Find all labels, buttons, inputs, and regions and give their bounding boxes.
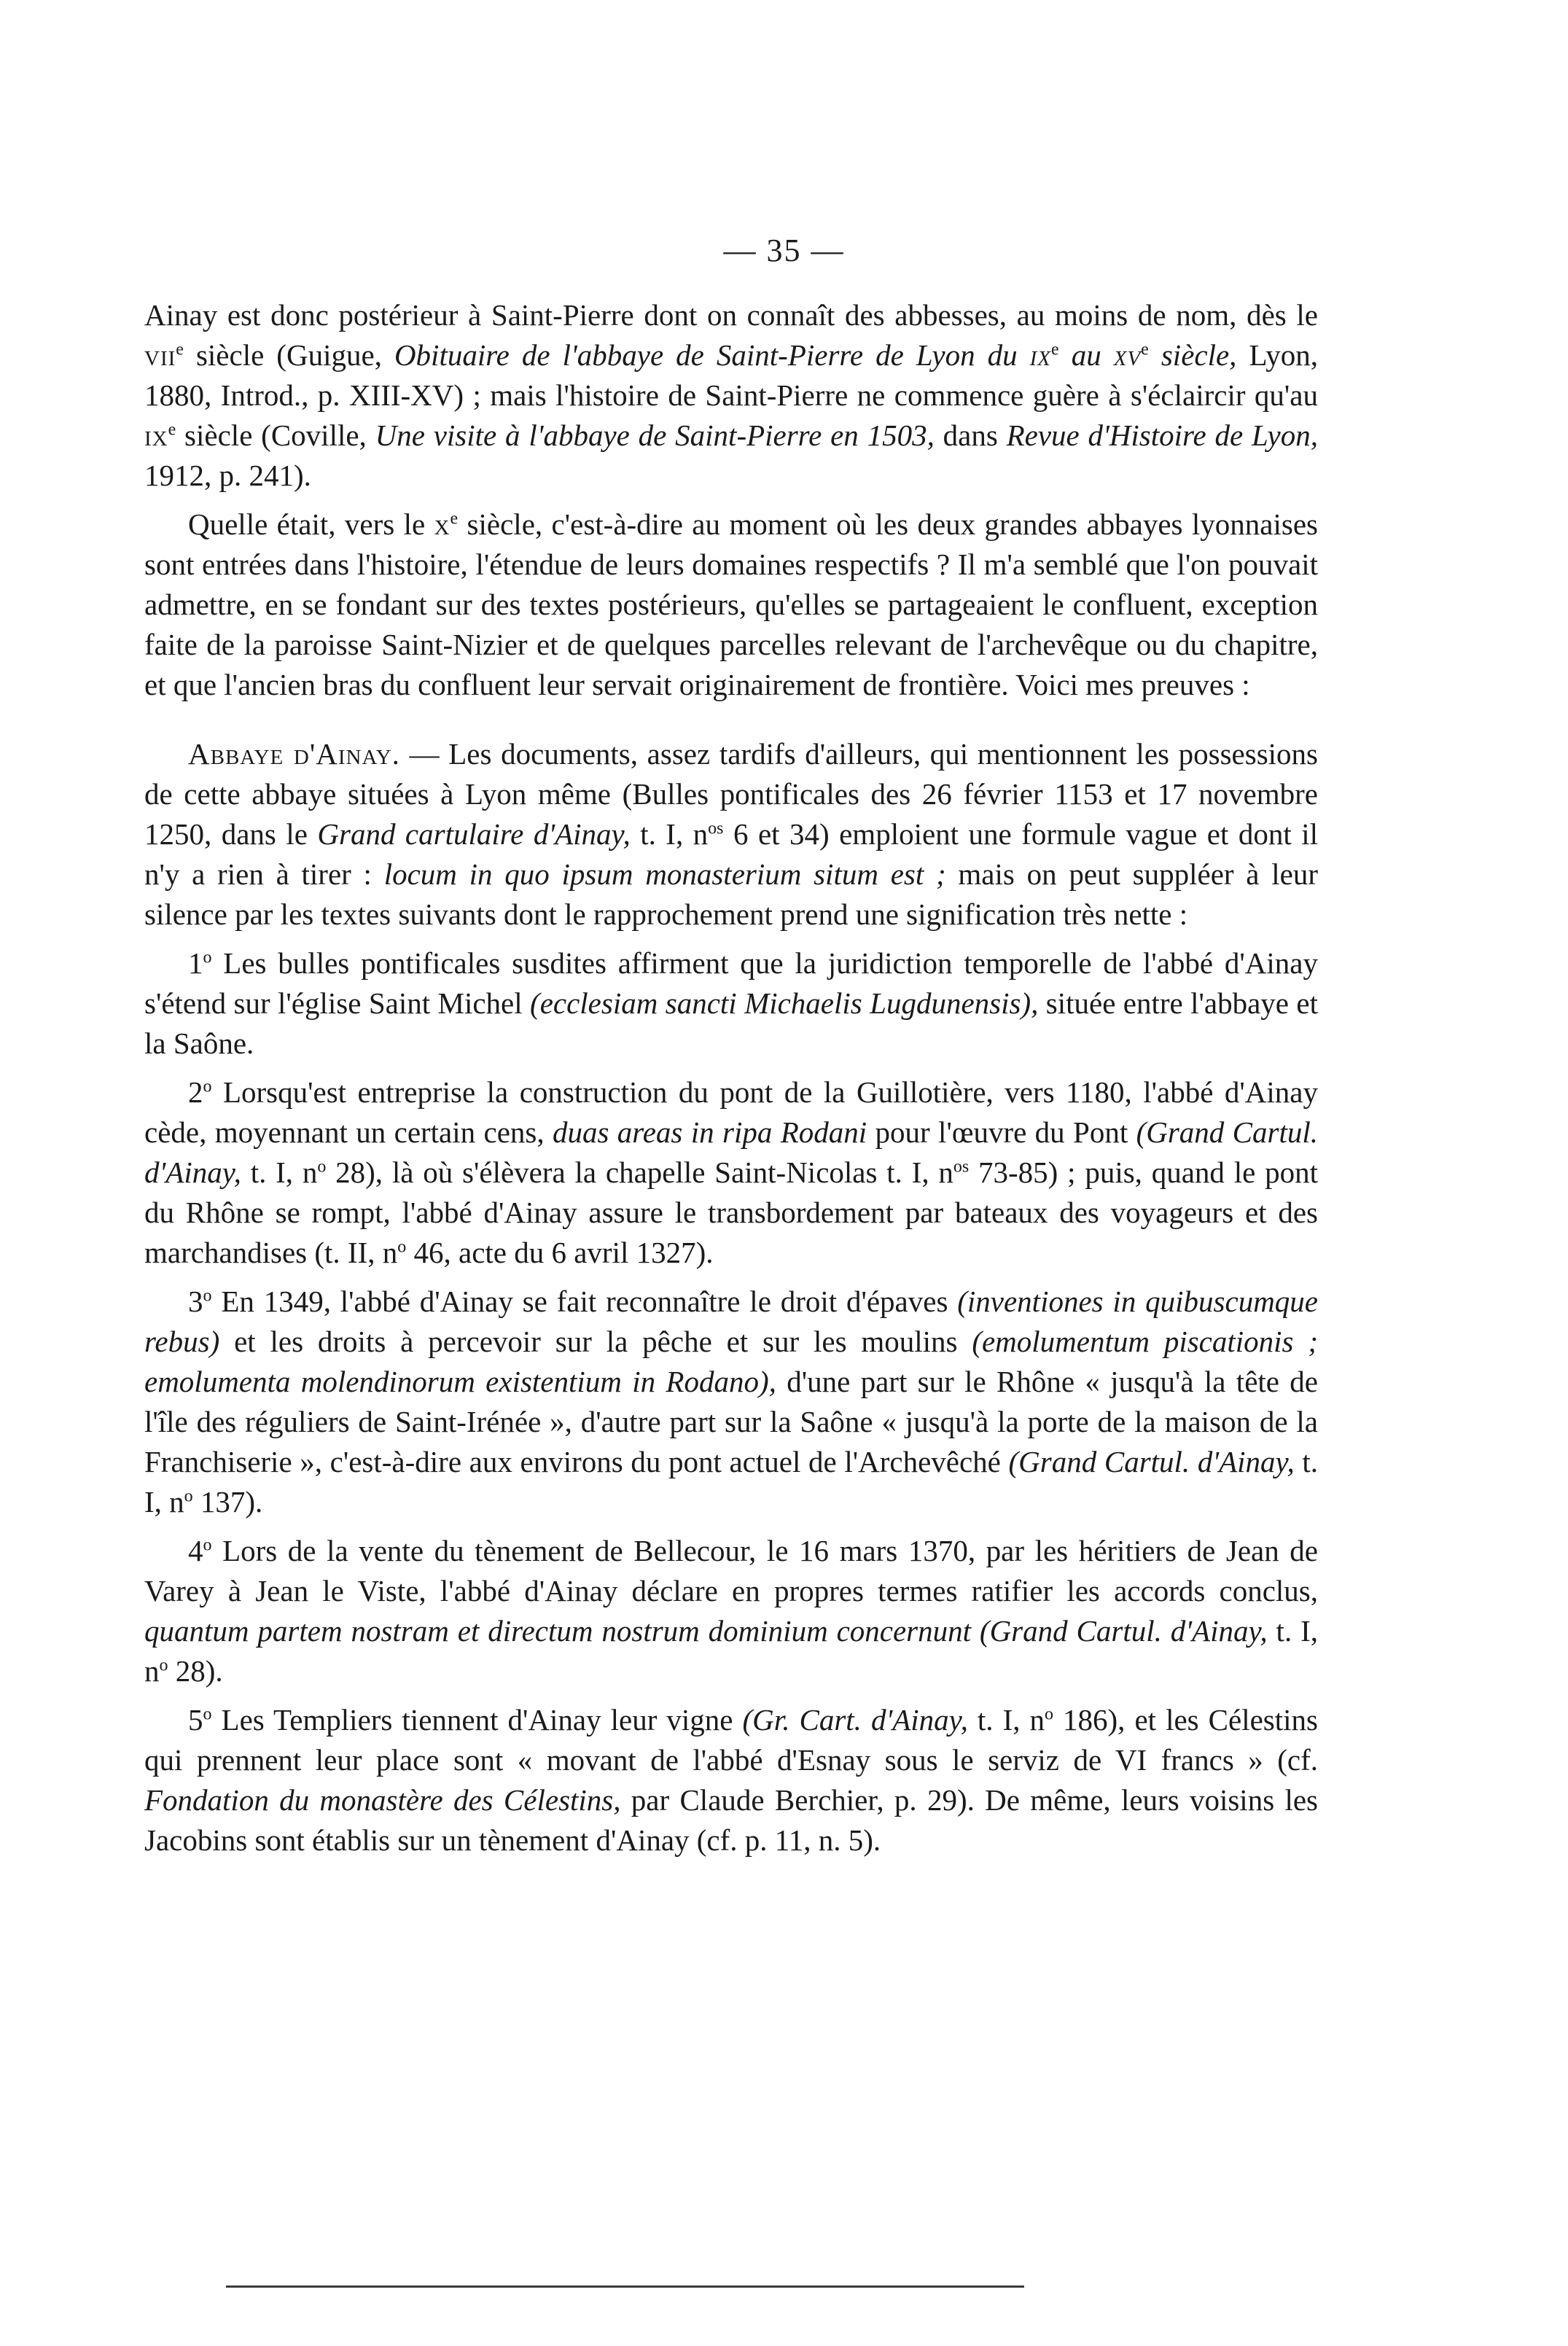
- paragraph-point-5: [144, 1700, 1318, 1860]
- book-title: Une visite à l'abbaye de Saint-Pierre en 1503,: [375, 418, 935, 452]
- book-title: (Grand Cartul. d'Ainay,: [144, 1115, 1319, 1189]
- text-run: t. I, n: [144, 1445, 1318, 1519]
- text-run: t. I, n: [630, 817, 709, 851]
- paragraph-1: [144, 295, 1318, 496]
- point-number: 4: [188, 1534, 203, 1567]
- text-run: 6 et 34) emploient une formule vague et dont il n'y a rien à tirer :: [144, 817, 1318, 891]
- page-number: — 35 —: [723, 233, 845, 268]
- superscript: e: [176, 340, 184, 359]
- text-run: et les droits à percevoir sur la pêche et sur les moulins: [219, 1325, 972, 1358]
- text-run: mais on peut suppléer à leur silence par les textes suivants dont le rapprochement prend une signification très nette :: [144, 857, 1318, 931]
- text-run: t. I, n: [967, 1703, 1045, 1737]
- text-run: 46, acte du 6 avril 1327).: [406, 1236, 714, 1269]
- latin-quote: locum in quo ipsum monasterium situm est ;: [383, 857, 946, 891]
- superscript: e: [450, 509, 459, 529]
- text-run: 137).: [192, 1485, 263, 1519]
- superscript: o: [203, 1286, 212, 1306]
- text-run: par Claude Berchier, p. 29). De même, leurs voisins les Jacobins sont établis sur un tènement d'Ainay (cf. p. 11, n. 5).: [144, 1783, 1318, 1857]
- text-run: Lyon, 1880, Introd., p. XIII-XV) ; mais l'histoire de Saint-Pierre ne commence guère à s'éclaircir qu'au: [144, 338, 1318, 412]
- century-numeral: xv: [1113, 338, 1142, 372]
- century-numeral: ix: [1029, 338, 1052, 372]
- text-run: t. I, n: [144, 1614, 1318, 1688]
- superscript: o: [203, 1077, 212, 1096]
- latin-quote: (ecclesiam sancti Michaelis Lugdunensis),: [530, 986, 1039, 1020]
- text-run: 186), et les Célestins qui prennent leur place sont « movant de l'abbé d'Esnay sous le serviz de VI francs » (cf.: [144, 1703, 1318, 1777]
- paragraph-point-4: [144, 1531, 1318, 1691]
- point-number: 3: [188, 1285, 203, 1318]
- text-run: d'une part sur le Rhône « jusqu'à la tête de l'île des réguliers de Saint-Irénée », d'autre part sur la Saône « jusqu'à la porte de la maison de la Franchiserie », c'est-à-dire aux environs du pont actuel de l'Archevêché: [144, 1365, 1318, 1478]
- text-run: située entre l'abbaye et la Saône.: [144, 986, 1318, 1060]
- text-run: Lorsqu'est entreprise la construction du pont de la Guillotière, vers 1180, l'abbé d'Ainay cède, moyennant un certain cens,: [144, 1075, 1318, 1149]
- superscript: os: [953, 1157, 970, 1177]
- text-run: siècle, c'est-à-dire au moment où les deux grandes abbayes lyonnaises sont entrées dans l'histoire, l'étendue de leurs domaines respectifs ? Il m'a semblé que l'on pouvait admettre, en se fondant sur des textes postérieurs, qu'elles se partageaient le confluent, exception faite de la paroisse Saint-Nizier et de quelques parcelles relevant de l'archevêque ou du chapitre, et que l'ancien bras du confluent leur servait originairement de frontière. Voici mes preuves :: [144, 507, 1318, 701]
- superscript: os: [708, 819, 724, 838]
- text-run: Les Templiers tiennent d'Ainay leur vigne: [211, 1703, 743, 1737]
- text-run: dans: [934, 418, 1007, 452]
- latin-quote: (inventiones in quibuscumque rebus): [144, 1285, 1318, 1358]
- text-run: siècle (Coville,: [176, 418, 375, 452]
- text-run: Les bulles pontificales susdites affirment que la juridiction temporelle de l'abbé d'Ainay s'étend sur l'église Saint Michel: [144, 946, 1318, 1020]
- text-run: pour l'œuvre du Pont: [867, 1115, 1136, 1149]
- book-title: Grand cartulaire d'Ainay,: [317, 817, 631, 851]
- text-run: 1912, p. 241).: [144, 459, 311, 492]
- paragraph-point-3: [144, 1282, 1318, 1522]
- point-number: 5: [188, 1703, 203, 1737]
- text-run: 28).: [168, 1654, 223, 1688]
- text-run: Quelle était, vers le: [188, 507, 434, 541]
- journal-title: Revue d'Histoire de Lyon,: [1006, 418, 1318, 452]
- superscript: o: [159, 1656, 168, 1675]
- text-run: Ainay est donc postérieur à Saint-Pierre dont on connaît des abbesses, au moins de nom, dès le: [144, 298, 1318, 332]
- book-title: (Gr. Cart. d'Ainay,: [742, 1703, 968, 1737]
- superscript: e: [1051, 340, 1059, 359]
- superscript: o: [184, 1486, 193, 1506]
- superscript: o: [203, 1535, 212, 1555]
- point-number: 2: [188, 1075, 203, 1109]
- paragraph-point-1: [144, 943, 1318, 1064]
- section-heading: Abbaye d'Ainay.: [188, 737, 400, 771]
- book-title: Fondation du monastère des Célestins,: [144, 1783, 621, 1817]
- book-title: Obituaire de l'abbaye de Saint-Pierre de Lyon du: [394, 338, 1030, 372]
- superscript: e: [168, 420, 176, 440]
- paragraph-abbaye-ainay: [144, 734, 1318, 935]
- text-run: Lors de la vente du tènement de Bellecour, le 16 mars 1370, par les héritiers de Jean de Varey à Jean le Viste, l'abbé d'Ainay déclare en propres termes ratifier les accords conclus,: [144, 1534, 1318, 1607]
- century-numeral: x: [434, 507, 450, 541]
- superscript: e: [1141, 340, 1149, 359]
- century-numeral: ix: [144, 418, 168, 452]
- paragraph-2: [144, 504, 1318, 705]
- book-title: au: [1058, 338, 1114, 372]
- text-run: t. I, n: [241, 1156, 318, 1189]
- text-run: — Les documents, assez tardifs d'ailleurs, qui mentionnent les possessions de cette abbaye situées à Lyon même (Bulles pontificales des 26 février 1153 et 17 novembre 1250, dans le: [144, 737, 1319, 851]
- superscript: o: [317, 1157, 327, 1177]
- superscript: o: [1045, 1704, 1053, 1724]
- footer-rule: [226, 2285, 1024, 2288]
- latin-quote: quantum partem nostram et directum nostrum dominium concernunt (Grand Cartul. d'Ainay,: [144, 1614, 1268, 1648]
- paragraph-point-2: [144, 1072, 1318, 1273]
- book-title: (Grand Cartul. d'Ainay,: [1008, 1445, 1295, 1478]
- superscript: o: [203, 1704, 212, 1724]
- latin-quote: (emolumentum piscationis ; emolumenta molendinorum existentium in Rodano),: [144, 1325, 1318, 1398]
- book-title: siècle,: [1148, 338, 1237, 372]
- text-run: 28), là où s'élèvera la chapelle Saint-Nicolas t. I, n: [326, 1156, 953, 1189]
- text-run: En 1349, l'abbé d'Ainay se fait reconnaître le droit d'épaves: [211, 1285, 958, 1318]
- superscript: o: [203, 948, 212, 967]
- text-run: 73-85) ; puis, quand le pont du Rhône se rompt, l'abbé d'Ainay assure le transbordement par bateaux des voyageurs et des marchandises (t. II, n: [144, 1156, 1318, 1269]
- body-text: [144, 295, 1318, 1869]
- point-number: 1: [188, 946, 203, 980]
- century-numeral: vii: [144, 338, 176, 372]
- text-run: siècle (Guigue,: [183, 338, 394, 372]
- superscript: o: [397, 1237, 407, 1257]
- latin-quote: duas areas in ripa Rodani: [552, 1115, 867, 1149]
